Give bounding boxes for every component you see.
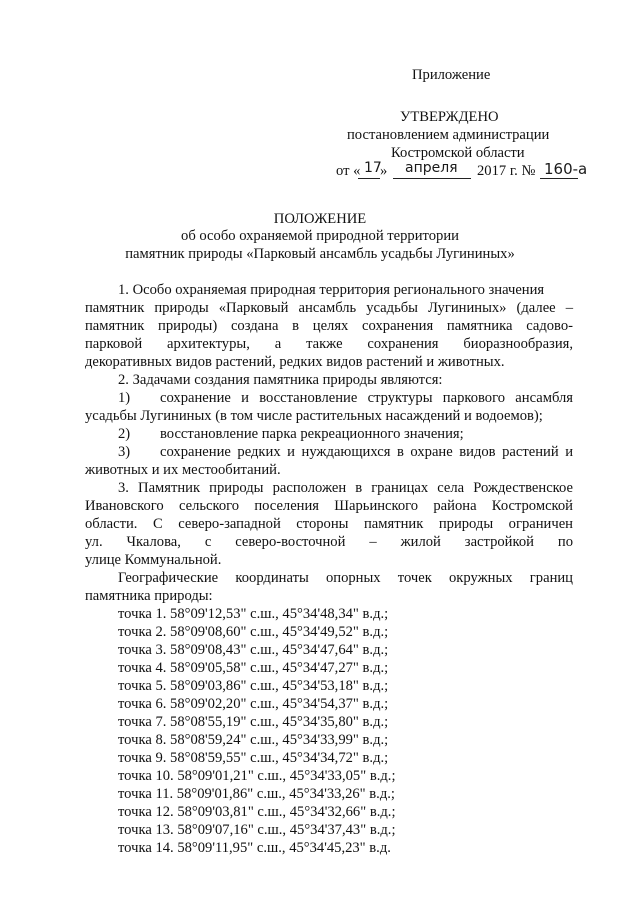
doc-number: 160-а — [544, 160, 588, 178]
para1-line1: 1. Особо охраняемая природная территория регионального значения — [118, 282, 545, 298]
doc-subtitle-1: об особо охраняемой природной территории — [181, 228, 459, 244]
para3-line3: области. С северо-западной стороны памятник природы ограничен — [85, 516, 573, 532]
para1-line4: парковой архитектуры, а также сохранения биоразнообразия, — [85, 336, 573, 352]
para1-line3: памятник природы) создана в целях сохранения памятника садово- — [85, 318, 573, 334]
item2-number: 2) — [118, 426, 131, 442]
number-underline — [540, 178, 578, 179]
item3-line1: сохранение редких и нуждающихся в охране видов растений и — [160, 444, 573, 460]
para3-line4: ул. Чкалова, с северо-восточной – жилой застройкой по — [85, 534, 573, 550]
doc-title: ПОЛОЖЕНИЕ — [273, 211, 367, 227]
month-underline — [393, 178, 471, 179]
coordinate-point-13: точка 13. 58°09'07,16" с.ш., 45°34'37,43" в.д.; — [118, 822, 396, 838]
coordinate-point-6: точка 6. 58°09'02,20" с.ш., 45°34'54,37" в.д.; — [118, 696, 389, 712]
coordinate-point-7: точка 7. 58°08'55,19" с.ш., 45°34'35,80" в.д.; — [118, 714, 389, 730]
appendix-label: Приложение — [412, 67, 491, 83]
coordinate-point-14: точка 14. 58°09'11,95" с.ш., 45°34'45,23" в.д. — [118, 840, 391, 856]
coordinate-point-12: точка 12. 58°09'03,81" с.ш., 45°34'32,66" в.д.; — [118, 804, 396, 820]
para2: 2. Задачами создания памятника природы являются: — [118, 372, 443, 388]
para1-line5: декоративных видов растений, редких видов растений и животных. — [85, 354, 505, 370]
para1-line2: памятник природы «Парковый ансамбль усадьбы Лугининых» (далее – — [85, 300, 573, 316]
region-label: Костромской области — [391, 145, 525, 161]
para3-line5: улице Коммунальной. — [85, 552, 222, 568]
date-prefix: от « — [336, 163, 361, 179]
item1-line2: усадьбы Лугининых (в том числе растительных насаждений и водоемов); — [85, 408, 543, 424]
date-year: 2017 г. № — [477, 163, 536, 179]
coordinate-point-11: точка 11. 58°09'01,86" с.ш., 45°34'33,26" в.д.; — [118, 786, 395, 802]
coordinate-point-2: точка 2. 58°09'08,60" с.ш., 45°34'49,52" в.д.; — [118, 624, 389, 640]
coordinate-point-4: точка 4. 58°09'05,58" с.ш., 45°34'47,27" в.д.; — [118, 660, 389, 676]
coordinate-point-3: точка 3. 58°09'08,43" с.ш., 45°34'47,64" в.д.; — [118, 642, 389, 658]
coordinate-point-9: точка 9. 58°08'59,55" с.ш., 45°34'34,72" в.д.; — [118, 750, 389, 766]
coordinate-point-8: точка 8. 58°08'59,24" с.ш., 45°34'33,99" в.д.; — [118, 732, 389, 748]
coordinate-point-10: точка 10. 58°09'01,21" с.ш., 45°34'33,05" в.д.; — [118, 768, 396, 784]
para3-line2: Ивановского сельского поселения Шарьинского района Костромской — [85, 498, 573, 514]
item3-line2: животных и их местообитаний. — [85, 462, 281, 478]
day-underline — [358, 178, 380, 179]
approved-by: постановлением администрации — [347, 127, 550, 143]
date-month: апреля — [405, 160, 458, 176]
item2-line1: восстановление парка рекреационного значения; — [160, 426, 464, 442]
geo-intro-line1: Географические координаты опорных точек окружных границ — [118, 570, 573, 586]
item1-line1: сохранение и восстановление структуры паркового ансамбля — [160, 390, 573, 406]
para3-line1: 3. Памятник природы расположен в границах села Рождественское — [118, 480, 573, 496]
geo-intro-line2: памятника природы: — [85, 588, 213, 604]
approved-label: УТВЕРЖДЕНО — [400, 109, 499, 125]
coordinate-point-1: точка 1. 58°09'12,53" с.ш., 45°34'48,34" в.д.; — [118, 606, 389, 622]
coordinate-point-5: точка 5. 58°09'03,86" с.ш., 45°34'53,18" в.д.; — [118, 678, 389, 694]
item1-number: 1) — [118, 390, 131, 406]
doc-subtitle-2: памятник природы «Парковый ансамбль усадьбы Лугининых» — [125, 246, 515, 262]
date-mid: » — [380, 163, 388, 179]
item3-number: 3) — [118, 444, 131, 460]
date-day: 17 — [364, 160, 382, 176]
